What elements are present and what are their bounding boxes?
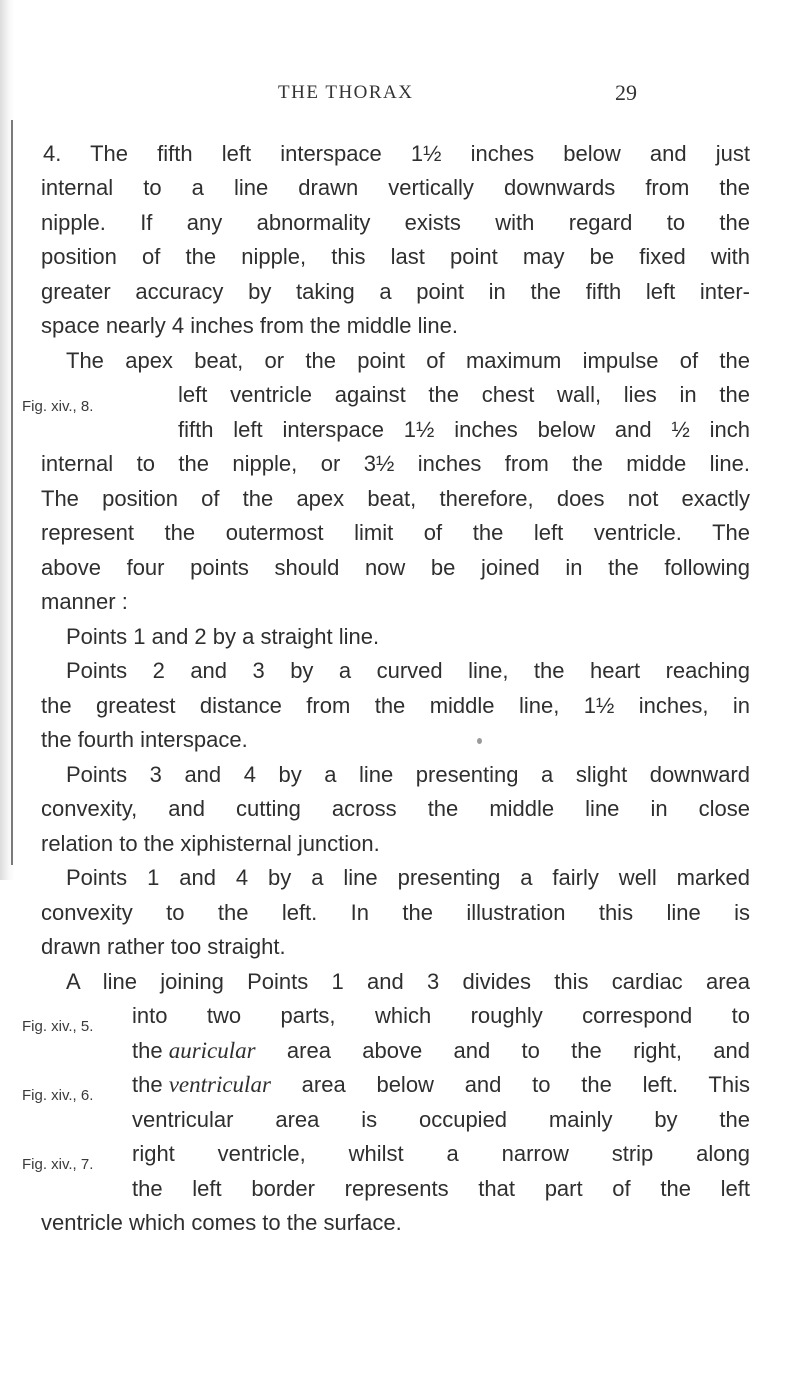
stray-ink-mark xyxy=(477,738,482,744)
figure-reference: Fig. xiv., 6. xyxy=(22,1087,94,1104)
text-line: internal to the nipple, or 3½ inches from the midde line. xyxy=(41,451,750,476)
text-line: represent the outermost limit of the left ventricle. The xyxy=(41,520,750,545)
text-line: convexity, and cutting across the middle line in close xyxy=(41,796,750,821)
text-line: Points 1 and 2 by a straight line. xyxy=(66,624,380,649)
text-line: position of the nipple, this last point may be fixed with xyxy=(41,244,750,269)
text-line: manner : xyxy=(41,589,128,614)
text-line: relation to the xiphisternal junction. xyxy=(41,831,380,856)
text-line: drawn rather too straight. xyxy=(41,934,286,959)
running-title: THE THORAX xyxy=(278,82,414,103)
text-line: The apex beat, or the point of maximum impulse of the xyxy=(66,348,750,373)
text-line: greater accuracy by taking a point in the fifth left inter- xyxy=(41,279,750,304)
text-line: Points 2 and 3 by a curved line, the heart reaching xyxy=(66,658,750,683)
text-line: Points 3 and 4 by a line presenting a slight downward xyxy=(66,762,750,787)
text-line: The position of the apex beat, therefore, does not exactly xyxy=(41,486,750,511)
text-line: left ventricle against the chest wall, lies in the xyxy=(178,382,750,407)
text-line: internal to a line drawn vertically downwards from the xyxy=(41,175,750,200)
text-line: Points 1 and 4 by a line presenting a fairly well marked xyxy=(66,865,750,890)
figure-reference: Fig. xiv., 5. xyxy=(22,1018,94,1035)
italic-term: ventricular xyxy=(168,1072,271,1097)
text-line xyxy=(132,1068,750,1103)
text-line: space nearly 4 inches from the middle line. xyxy=(41,313,458,338)
text-span: the xyxy=(132,1072,169,1097)
text-line: into two parts, which roughly correspond to xyxy=(132,1003,750,1028)
text-line: convexity to the left. In the illustration this line is xyxy=(41,900,750,925)
text-line: fifth left interspace 1½ inches below and ½ inch xyxy=(178,417,750,442)
figure-reference: Fig. xiv., 8. xyxy=(22,398,94,415)
page-number: 29 xyxy=(615,80,637,105)
text-line: right ventricle, whilst a narrow strip along xyxy=(132,1141,750,1166)
text-line: above four points should now be joined in the following xyxy=(41,555,750,580)
text-line: ventricular area is occupied mainly by the xyxy=(132,1107,750,1132)
text-line: the fourth interspace. xyxy=(41,727,248,752)
text-line: the greatest distance from the middle line, 1½ inches, in xyxy=(41,693,750,718)
text-line: the left border represents that part of the left xyxy=(132,1176,750,1201)
italic-term: auricular xyxy=(168,1038,256,1063)
text-line: A line joining Points 1 and 3 divides this cardiac area xyxy=(66,969,750,994)
text-line xyxy=(132,1034,750,1069)
text-span: area below and to the left. This xyxy=(270,1072,750,1097)
text-span: area above and to the right, and xyxy=(255,1038,750,1063)
text-span: the xyxy=(132,1038,169,1063)
figure-reference: Fig. xiv., 7. xyxy=(22,1156,94,1173)
text-line: nipple. If any abnormality exists with regard to the xyxy=(41,210,750,235)
text-line: 4. The fifth left interspace 1½ inches below and just xyxy=(43,141,750,166)
text-line: ventricle which comes to the surface. xyxy=(41,1210,402,1235)
